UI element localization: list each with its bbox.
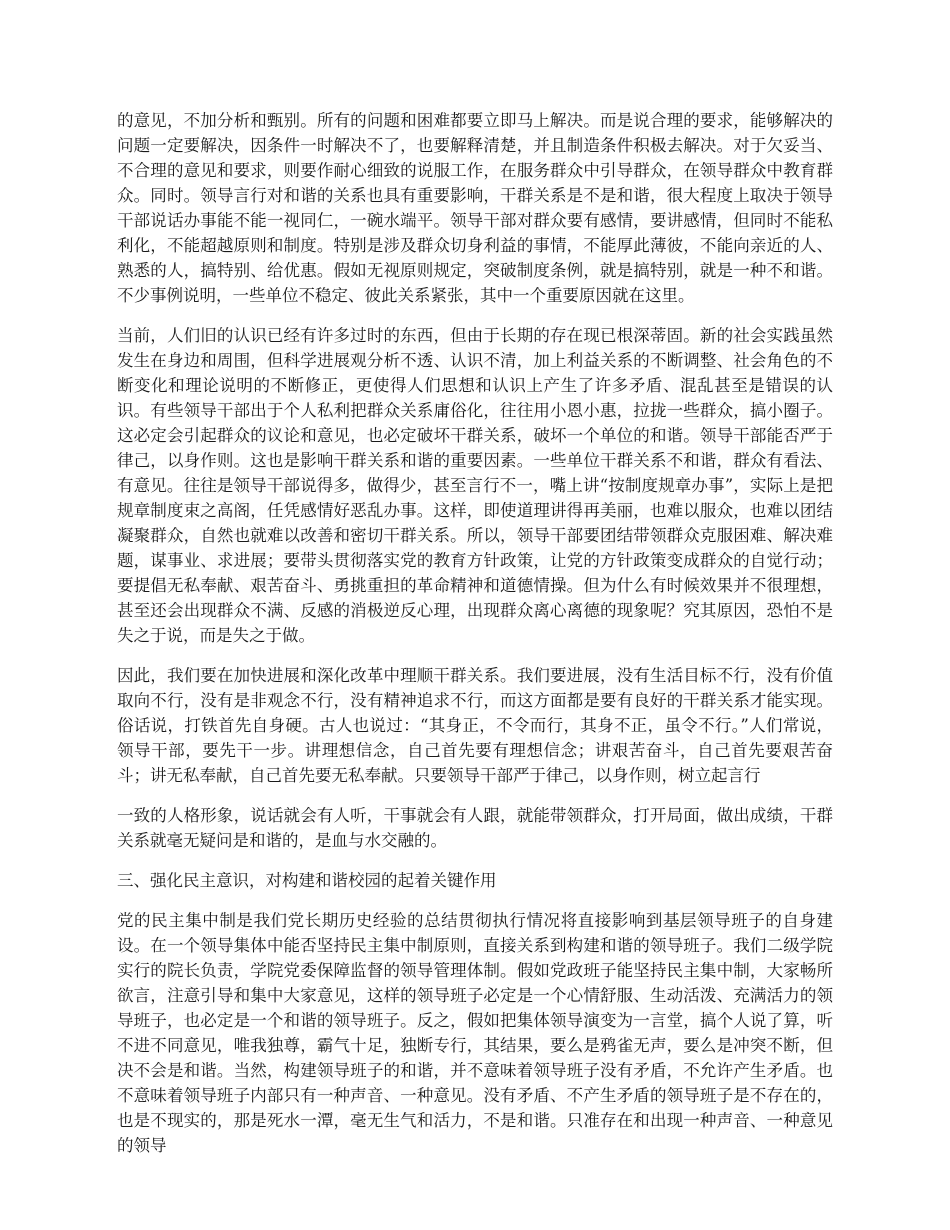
document-body xyxy=(117,108,833,1173)
paragraph-3: 因此，我们要在加快进展和深化改革中理顺干群关系。我们要进展，没有生活目标不行，没有价值取向不行，没有是非观念不行，没有精神追求不行，而这方面都是要有良好的干群关系才能实现。俗话说，打铁首先自身硬。古人也说过：“其身正，不令而行，其身不正，虽令不行。”人们常说，领导干部，要先干一步。讲理想信念，自己首先要有理想信念；讲艰苦奋斗，自己首先要艰苦奋斗；讲无私奉献，自己首先要无私奉献。只要领导干部严于律己，以身作则，树立起言行 xyxy=(117,666,833,785)
paragraph-4: 一致的人格形象，说话就会有人听，干事就会有人跟，就能带领群众，打开局面，做出成绩，干群关系就毫无疑问是和谐的，是血与水交融的。 xyxy=(117,806,833,850)
paragraph-1: 的意见，不加分析和甄别。所有的问题和困难都要立即马上解决。而是说合理的要求，能够解决的问题一定要解决，因条件一时解决不了，也要解释清楚，并且制造条件积极去解决。对于欠妥当、不合理的意见和要求，则要作耐心细致的说服工作，在服务群众中引导群众，在领导群众中教育群众。同时。领导言行对和谐的关系也具有重要影响，干群关系是不是和谐，很大程度上取决于领导干部说话办事能不能一视同仁，一碗水端平。领导干部对群众要有感情，要讲感情，但同时不能私利化，不能超越原则和制度。特别是涉及群众切身利益的事情，不能厚此薄彼，不能向亲近的人、熟悉的人，搞特别、给优惠。假如无视原则规定，突破制度条例，就是搞特别，就是一种不和谐。不少事例说明，一些单位不稳定、彼此关系紧张，其中一个重要原因就在这里。 xyxy=(117,111,833,305)
paragraph-2: 当前，人们旧的认识已经有许多过时的东西，但由于长期的存在现已根深蒂固。新的社会实践虽然发生在身边和周围，但科学进展观分析不透、认识不清，加上利益关系的不断调整、社会角色的不断变化和理论说明的不断修正，更使得人们思想和认识上产生了许多矛盾、混乱甚至是错误的认识。有些领导干部出于个人私利把群众关系庸俗化，往往用小恩小惠，拉拢一些群众，搞小圈子。这必定会引起群众的议论和意见，也必定破坏干群关系，破坏一个单位的和谐。领导干部能否严于律己，以身作则。这也是影响干群关系和谐的重要因素。一些单位干群关系不和谐，群众有看法、有意见。往往是领导干部说得多，做得少，甚至言行不一，嘴上讲“按制度规章办事”，实际上是把规章制度束之高阁，任凭感情好恶乱办事。这样，即使道理讲得再美丽，也难以服众，也难以团结凝聚群众，自然也就难以改善和密切干群关系。所以，领导干部要团结带领群众克服困难、解决难题，谋事业、求进展；要带头贯彻落实党的教育方针政策，让党的方针政策变成群众的自觉行动；要提倡无私奉献、艰苦奋斗、勇挑重担的革命精神和道德情操。但为什么有时候效果并不很理想，甚至还会出现群众不满、反感的消极逆反心理，出现群众离心离德的现象呢？究其原因，恐怕不是失之于说，而是失之于做。 xyxy=(117,326,833,645)
paragraph-5: 党的民主集中制是我们党长期历史经验的总结贯彻执行情况将直接影响到基层领导班子的自身建设。在一个领导集体中能否坚持民主集中制原则，直接关系到构建和谐的领导班子。我们二级学院实行的院长负责，学院党委保障监督的领导管理体制。假如党政班子能坚持民主集中制，大家畅所欲言，注意引导和集中大家意见，这样的领导班子必定是一个心情舒服、生动活泼、充满活力的领导班子，也必定是一个和谐的领导班子。反之，假如把集体领导演变为一言堂，搞个人说了算，听不进不同意见，唯我独尊，霸气十足，独断专行，其结果，要么是鸦雀无声，要么是冲突不断，但决不会是和谐。当然，构建领导班子的和谐，并不意味着领导班子没有矛盾，不允许产生矛盾。也不意味着领导班子内部只有一种声音、一种意见。没有矛盾、不产生矛盾的领导班子是不存在的，也是不现实的，那是死水一潭，毫无生气和活力，不是和谐。只准存在和出现一种声音、一种意见的领导 xyxy=(117,911,833,1155)
section-heading: 三、强化民主意识，对构建和谐校园的起着关键作用 xyxy=(117,871,497,890)
